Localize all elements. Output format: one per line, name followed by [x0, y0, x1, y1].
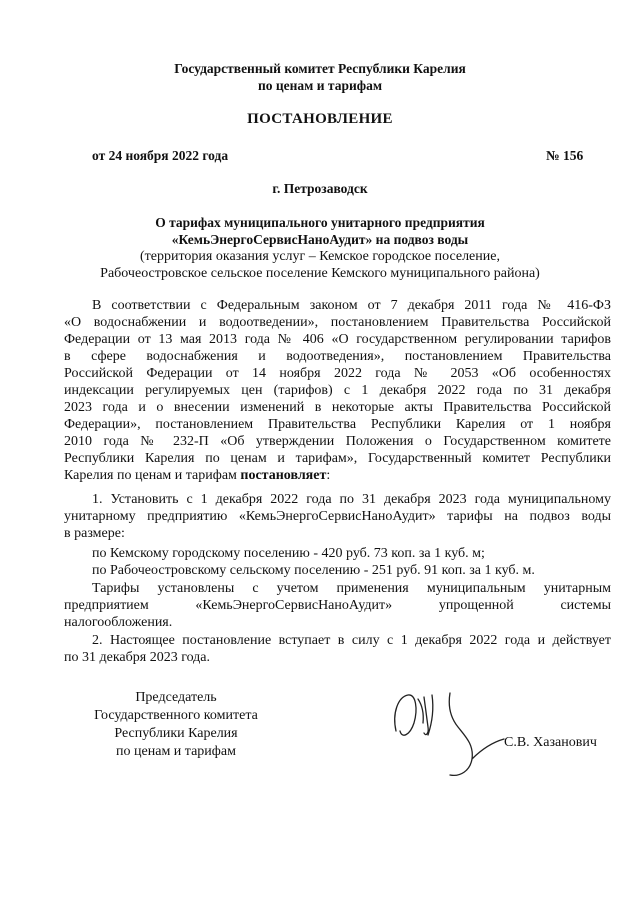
signer-title-line-2: Государственного комитета [94, 708, 258, 723]
signer-name: С.В. Хазанович [504, 735, 597, 750]
signer-title-line-4: по ценам и тарифам [116, 744, 236, 759]
resolves-keyword: постановляет [240, 468, 327, 483]
document-date: от 24 ноября 2022 года [92, 148, 229, 163]
body-paragraph-1-line: Федерации», постановлением Правительства Республики Карелия от 1 ноября [64, 417, 611, 432]
subject-line-2: «КемьЭнергоСервисНаноАудит» на подвоз воды [171, 232, 469, 247]
tariff-rabocheostrovsk: по Рабочеостровскому сельскому поселению - 251 руб. 91 коп. за 1 куб. м. [92, 563, 535, 578]
body-paragraph-1-line: индексации регулируемых цен (тарифов) с 1 декабря 2022 года по 31 декабря [64, 383, 611, 398]
body-paragraph-1-line: «О водоснабжении и водоотведении», постановлением Правительства Российской [64, 315, 611, 330]
subject-line-4: Рабочеостровское сельское поселение Кемского муниципального района) [100, 266, 540, 281]
body-paragraph-4-last-line: по 31 декабря 2023 года. [64, 650, 211, 665]
resolution-text: Карелия по ценам и тарифам [64, 468, 241, 483]
signer-title-line-1: Председатель [135, 690, 217, 705]
body-paragraph-4-line: 2. Настоящее постановление вступает в силу с 1 декабря 2022 года и действует [92, 633, 611, 648]
subject-line-3: (территория оказания услуг – Кемское городское поселение, [140, 249, 500, 264]
body-paragraph-1-line: Федерации от 13 мая 2013 года № 406 «О государственном регулировании тарифов [64, 332, 611, 347]
resolution-colon: : [326, 468, 331, 483]
body-paragraph-2-line: унитарному предприятию «КемьЭнергоСервисНаноАудит» тарифы на подвоз воды [64, 509, 611, 524]
body-paragraph-1-line: В соответствии с Федеральным законом от 7 декабря 2011 года № 416-ФЗ [92, 298, 611, 313]
body-paragraph-1-line: 2010 года № 232-П «Об утверждении Положения о Государственном комитете [64, 434, 611, 449]
body-paragraph-2-last-line: в размере: [64, 526, 125, 541]
tariff-kem: по Кемскому городскому поселению - 420 руб. 73 коп. за 1 куб. м; [92, 546, 485, 561]
body-paragraph-1-line: Российской Федерации от 14 ноября 2022 года № 2053 «Об особенностях [64, 366, 611, 381]
body-paragraph-2-line: 1. Установить с 1 декабря 2022 года по 31 декабря 2023 года муниципальному [92, 492, 611, 507]
body-paragraph-3-line: Тарифы установлены с учетом применения муниципальным унитарным [92, 581, 611, 596]
body-paragraph-3-last-line: налогообложения. [64, 615, 173, 630]
signer-title-line-3: Республики Карелия [114, 726, 238, 741]
handwritten-signature [388, 683, 508, 783]
document-city: г. Петрозаводск [272, 181, 368, 196]
body-paragraph-1-line: 2023 года и о внесении изменений в некоторые акты Правительства Российской [64, 400, 611, 415]
body-paragraph-1-last-line [64, 467, 330, 484]
subject-line-1: О тарифах муниципального унитарного предприятия [155, 215, 485, 230]
body-paragraph-1-line: Республики Карелия по ценам и тарифам», Государственный комитет Республики [64, 451, 611, 466]
document-type: ПОСТАНОВЛЕНИЕ [247, 111, 393, 127]
issuer-name-line2: по ценам и тарифам [257, 78, 383, 93]
body-paragraph-3-line: предприятием «КемьЭнергоСервисНаноАудит» упрощенной системы [64, 598, 611, 613]
issuer-name: Государственный комитет Республики Карелия [174, 61, 466, 76]
document-number: № 156 [546, 148, 584, 163]
body-paragraph-1-line: в сфере водоснабжения и водоотведения», постановлением Правительства [64, 349, 611, 364]
